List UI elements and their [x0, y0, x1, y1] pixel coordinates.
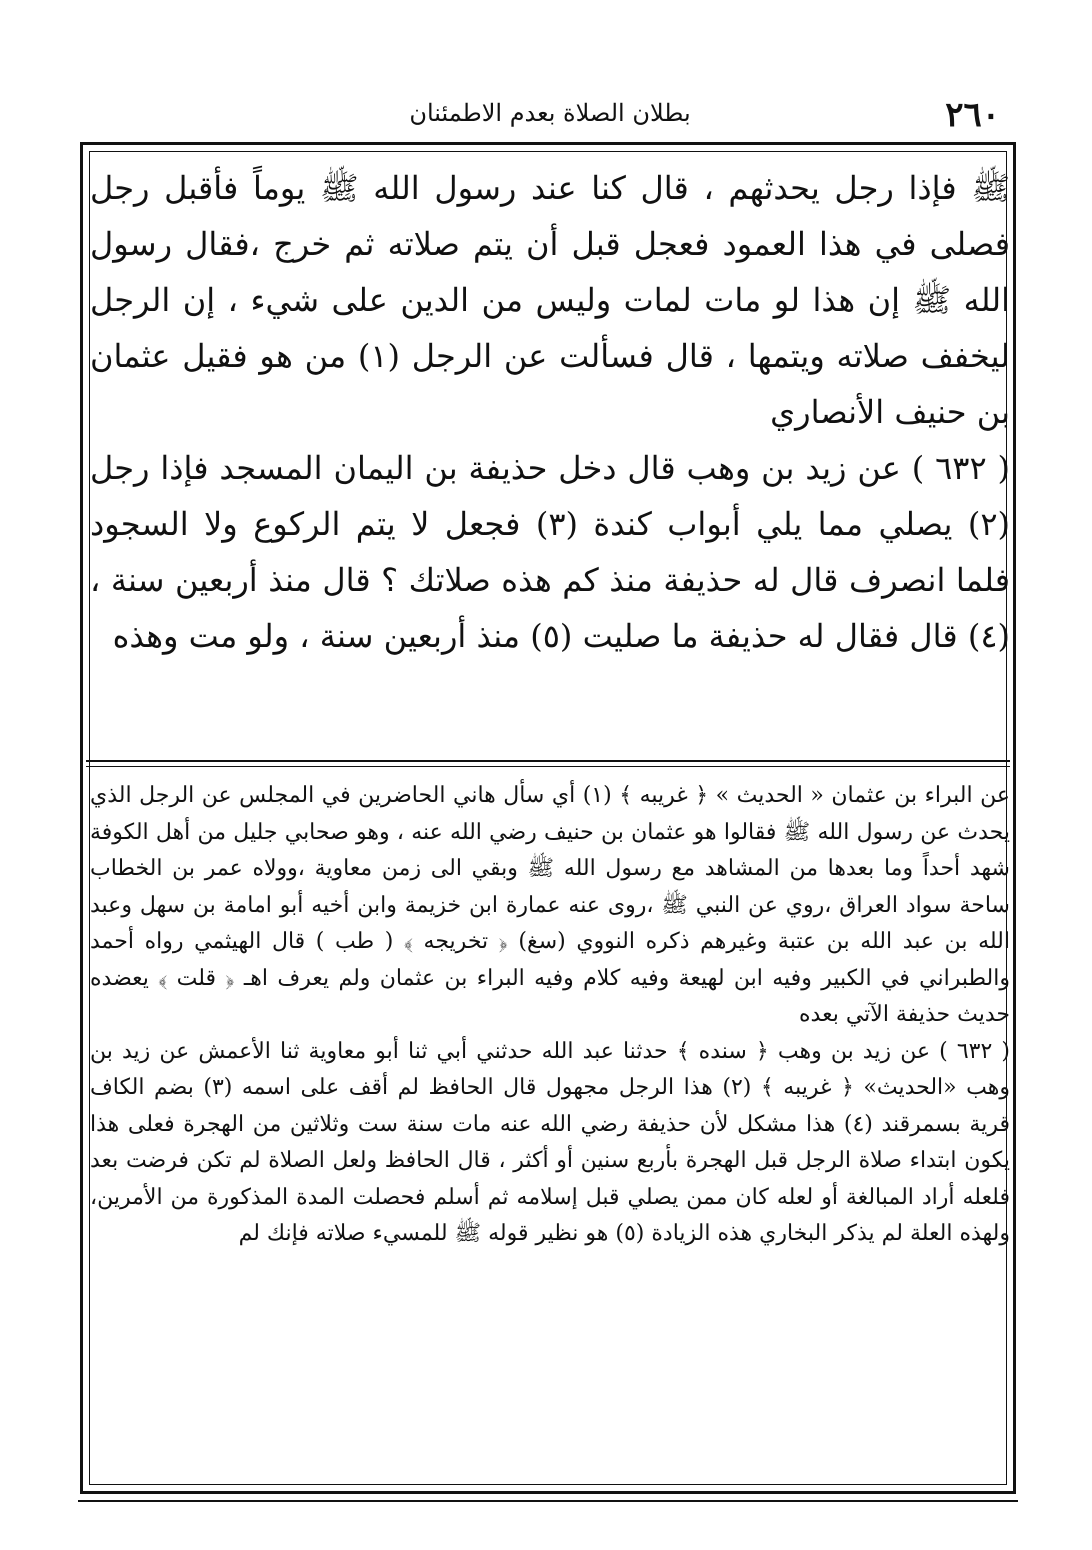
page-number: ٢٦٠ [945, 95, 1000, 135]
bottom-rule [78, 1500, 1018, 1502]
commentary-paragraph-1: عن البراء بن عثمان « الحديث » ﴿ غريبه ﴾ (١) أي سأل هاني الحاضرين في المجلس عن الرجل الذي يحدث عن رسول الله ﷺ فقالوا هو عثمان بن حنيف رضي الله عنه ، وهو صحابي جليل من أهل الكوفة شهد أحداً وما بعدها من المشاهد مع رسول الله ﷺ وبقي الى زمن معاوية ،وولاه عمر بن الخطاب ساحة سواد العراق ،روي عن النبي ﷺ ،روى عنه عمارة ابن خزيمة وابن أخيه أبو امامة بن سهل وعبد الله بن عبد الله بن عتبة وغيرهم ذكره النووي (سغ) ﴿ تخريجه ﴾ ( طب ) قال الهيثمي رواه أحمد والطبراني في الكبير وفيه ابن لهيعة وفيه كلام وفيه البراء بن عثمان ولم يعرف اهـ ﴿ قلت ﴾ يعضده حديث حذيفة الآتي بعده [90, 783, 1010, 1027]
hadith-paragraph-2: ( ٦٣٢ ) عن زيد بن وهب قال دخل حذيفة بن اليمان المسجد فإذا رجل (٢) يصلي مما يلي أبواب كندة (٣) فجعل لا يتم الركوع ولا السجود فلما انصرف قال له حذيفة منذ كم هذه صلاتك ؟ قال منذ أربعين سنة ، (٤) قال فقال له حذيفة ما صليت (٥) منذ أربعين سنة ، ولو مت وهذه [90, 449, 1011, 655]
section-divider-secondary [86, 766, 1010, 767]
commentary-paragraph-2: ( ٦٣٢ ) عن زيد بن وهب ﴿ سنده ﴾ حدثنا عبد الله حدثني أبي ثنا أبو معاوية ثنا الأعمش عن زيد بن وهب «الحديث» ﴿ غريبه ﴾ (٢) هذا الرجل مجهول قال الحافظ لم أقف على اسمه (٣) بضم الكاف قرية بسمرقند (٤) هذا مشكل لأن حذيفة رضي الله عنه مات سنة ست وثلاثين من الهجرة فعلى هذا يكون ابتداء صلاة الرجل قبل الهجرة بأربع سنين أو أكثر ، قال الحافظ ولعل الصلاة لم تكن فرضت بعد فلعله أراد المبالغة أو لعله كان ممن يصلي قبل إسلامه ثم أسلم فحصلت المدة المذكورة من الأمرين، ولهذه العلة لم يذكر البخاري هذه الزيادة (٥) هو نظير قوله ﷺ للمسيء صلاته فإنك لم [90, 1038, 1011, 1246]
hadith-text [90, 160, 1010, 664]
section-divider [86, 760, 1010, 762]
page-header [90, 95, 1010, 139]
hadith-paragraph-1: ﷺ فإذا رجل يحدثهم ، قال كنا عند رسول الله ﷺ يوماً فأقبل رجل فصلى في هذا العمود فعجل قبل أن يتم صلاته ثم خرج ،فقال رسول الله ﷺ إن هذا لو مات لمات وليس من الدين على شيء ، إن الرجل ليخفف صلاته ويتمها ، قال فسألت عن الرجل (١) من هو فقيل عثمان بن حنيف الأنصاري [90, 169, 1011, 431]
commentary-notes [90, 778, 1010, 1253]
running-title: بطلان الصلاة بعدم الاطمئنان [409, 99, 691, 127]
